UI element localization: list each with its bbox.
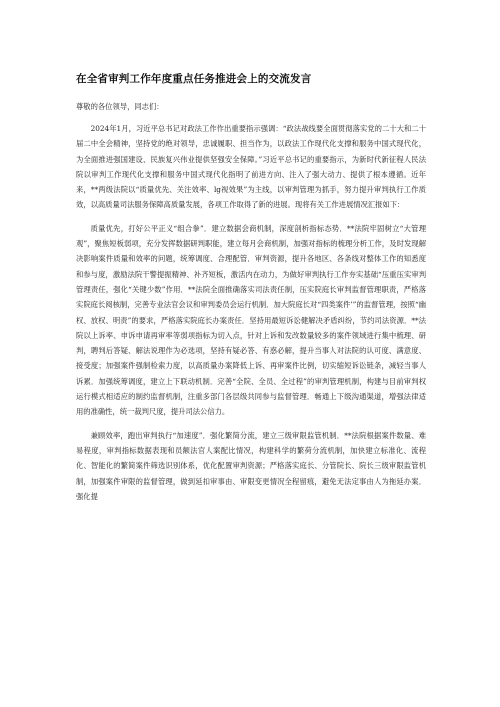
paragraph-quality: 质量优先，打好公平正义“组合拳”．建立数据会商机制，深度剖析指标态势．**法院牢固树立“大管理观”，聚焦短板弱项，充分发挥数据研判职能，建立每月会商机制，加强对指标的梳理分析工作，及时发现解决影响案件质量和效率的问题，统筹调度、合理配管．审判资源，提升各地区、各条线对整体工作的知悉度和参与度，激励法院干警提振精神、补齐短板，激活内在动力，为做好审判执行工作夯实基础“压重压实审判管理责任，强化“关键少数”作用．**法院全面推确落实司法责任制，压实院庭长审判监督管理职责，严格落实院庭长阅核制，完善专业法官会议和审判委员会运行机制．加大院庭长对“四类案件’”的监督管理，按照“幽权、放权、明责”的要求，严格落实院庭长办案责任．坚持用最短诉讼健解决矛盾纠纷，节约司法资源．**法院以上诉率、申诉申请再审率等弱项指标为切入点，针对上诉和发改数量较多的案件领域进行集中梳理、研判，聘判后答疑、解法说理作为必选项，坚持有疑必答、有惑必解，提升当事人对法院的认可度、满意度、接受度；加强案件强制检索力度，以高质量办案降低上诉、再审案件比例，切实缩短诉讼链条，减轻当事人诉累．加强统筹调度，建立上下联动机制．完善“全院、全员、全过程”的审判管理机制，构建与目前审判权运行模式相适应的制约监督机制，注重多部门各层级共同参与监督管理．畅通上下级沟通渠道，增强法律适用的准确性，统一裁判尺度，提升司法公信力。 <box>76 223 426 417</box>
paragraph-efficiency: 兼顾效率，跑出审判执行“加速度”．强化繁简分流，建立三级审限监管机制．**法院根据案件数量、难易程度，审判指标数据表现和员额法官人案配比情况，构建科学的繁荷分流机制，加快建立标准化、流程化、智能化的繁简案件筛选识别体系，优化配置审判资源；严格落实庭长、分管院长、院长三级审限监管机制，加强案件审限的监督管理，做到延扣审事由、审限变更情况全程留痕，避免无法定事由人为拖延办案．强化提 <box>76 430 426 501</box>
salutation: 尊敬的各位领导，同志们： <box>76 102 164 111</box>
paragraph-intro: 2024年1月，习近平总书记对政法工作作出重要指示强调：“政法战线要全面贯彻落实党的二十大和二十届二中全会精神，坚持党的绝对领导，忠诚履职、担当作为，以政法工作现代化支撑和服务中国式现代化，为全面推进强国建设、民族复兴伟业提供坚强安全保障。”习近平总书记的重要指示，为新时代新征程人民法院以审判工作现代化支撑和服务中国式现代化指明了前进方向、注入了强大动力、提供了根本遵循。近年来，**两级法院以“质量优先、关注效率、lg视效果”为主线，以审判管理为抓手，努力提升审判执行工作质效，以高质量司法服务保障高质量发展，各项工作取得了新的进展。现将有关工作进展情况汇报如下： <box>76 124 426 210</box>
document-title: 在全省审判工作年度重点任务推进会上的交流发言 <box>76 73 312 85</box>
document-page <box>76 72 426 512</box>
